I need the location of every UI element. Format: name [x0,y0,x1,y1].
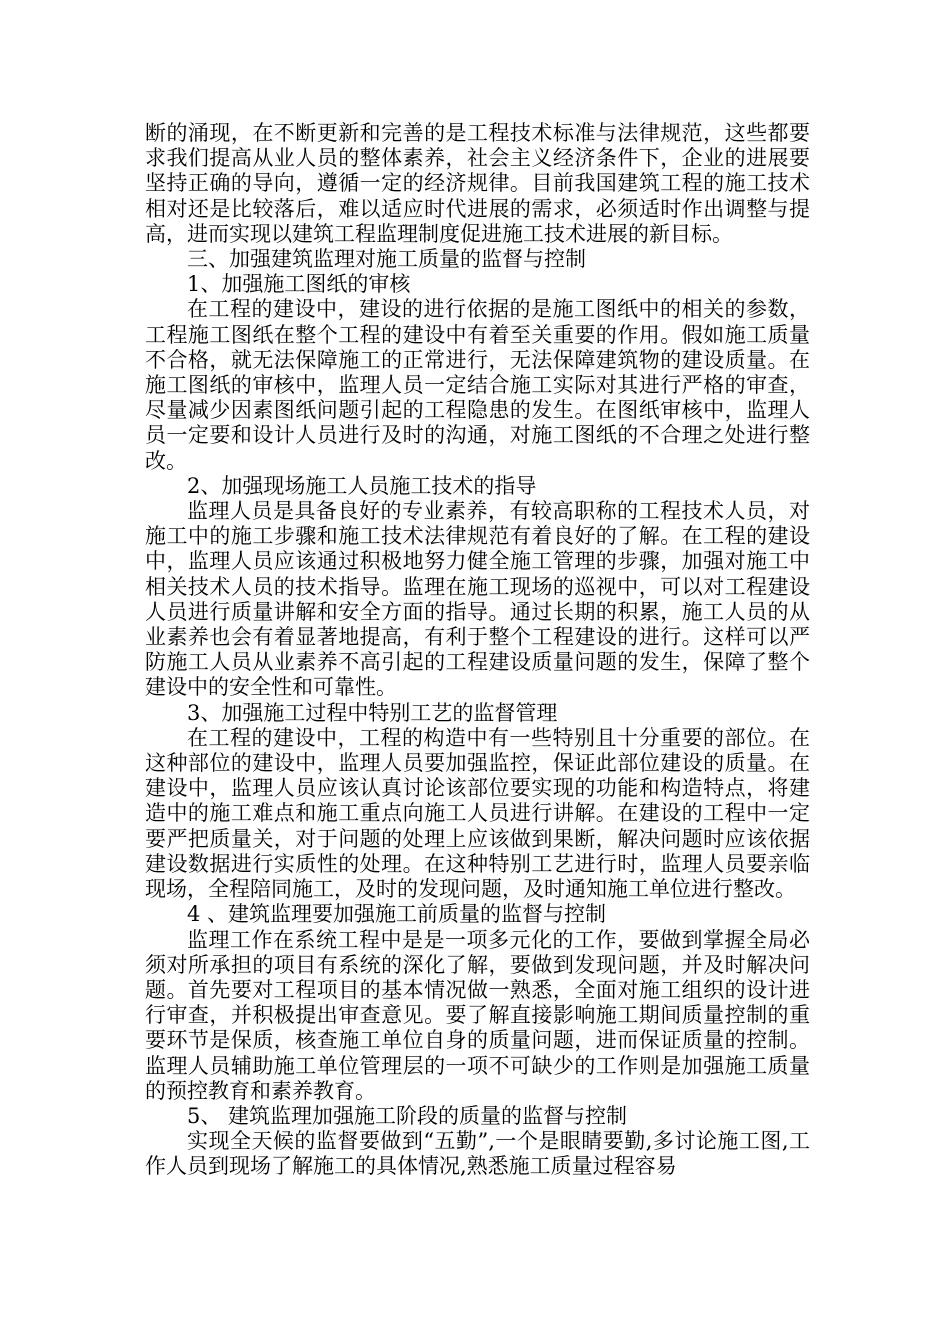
subheading-4: 4 、建筑监理要加强施工前质量的监督与控制 [187,902,607,927]
subheading-2: 2、加强现场施工人员施工技术的指导 [187,473,537,498]
subheading-3: 3、加强施工过程中特别工艺的监督管理 [187,700,558,725]
paragraph-continuation: 断的涌现，在不断更新和完善的是工程技术标准与法律规范，这些都要求我们提高从业人员的整体素养，社会主义经济条件下，企业的进展要坚持正确的导向，遵循一定的经济规律。目前我国建筑工程的施工技术相对还是比较落后，难以适应时代进展的需求，必须适时作出调整与提高，进而实现以建筑工程监理制度促进施工技术进展的新目标。 [145,121,810,246]
section-heading-3: 三、加强建筑监理对施工质量的监督与控制 [187,247,586,272]
paragraph-construction-stage: 实现全天候的监督要做到“五勤”,一个是眼睛要勤,多讨论施工图,工作人员到现场了解施工的具体情况,熟悉施工质量过程容易 [145,1129,810,1179]
subheading-5: 5、 建筑监理加强施工阶段的质量的监督与控制 [187,1103,628,1128]
paragraph-drawing-review: 在工程的建设中，建设的进行依据的是施工图纸中的相关的参数，工程施工图纸在整个工程的建设中有着至关重要的作用。假如施工质量不合格，就无法保障施工的正常进行，无法保障建筑物的建设质量。在施工图纸的审核中，监理人员一定结合施工实际对其进行严格的审查，尽量减少因素图纸问题引起的工程隐患的发生。在图纸审核中，监理人员一定要和设计人员进行及时的沟通，对施工图纸的不合理之处进行整改。 [145,297,810,473]
paragraph-technical-guidance: 监理人员是具备良好的专业素养，有较高职称的工程技术人员，对施工中的施工步骤和施工技术法律规范有着良好的了解。在工程的建设中，监理人员应该通过积极地努力健全施工管理的步骤，加强对施工中相关技术人员的技术指导。监理在施工现场的巡视中，可以对工程建设人员进行质量讲解和安全方面的指导。通过长期的积累，施工人员的从业素养也会有着显著地提高，有利于整个工程建设的进行。这样可以严防施工人员从业素养不高引起的工程建设质量问题的发生，保障了整个建设中的安全性和可靠性。 [145,499,810,700]
paragraph-pre-construction: 监理工作在系统工程中是是一项多元化的工作，要做到掌握全局必须对所承担的项目有系统的深化了解，要做到发现问题，并及时解决问题。首先要对工程项目的基本情况做一熟悉，全面对施工组织的设计进行审查，并积极提出审查意见。要了解直接影响施工期间质量控制的重要环节是保质，核查施工单位自身的质量问题，进而保证质量的控制。监理人员辅助施工单位管理层的一项不可缺少的工作则是加强施工质量的预控教育和素养教育。 [145,927,810,1103]
document-body [145,121,810,1180]
subheading-1: 1、加强施工图纸的审核 [187,272,411,297]
paragraph-special-process: 在工程的建设中，工程的构造中有一些特别且十分重要的部位。在这种部位的建设中，监理人员要加强监控，保证此部位建设的质量。在建设中，监理人员应该认真讨论该部位要实现的功能和构造特点，将建造中的施工难点和施工重点向施工人员进行讲解。在建设的工程中一定要严把质量关，对于问题的处理上应该做到果断，解决问题时应该依据建设数据进行实质性的处理。在这种特别工艺进行时，监理人员要亲临现场，全程陪同施工，及时的发现问题，及时通知施工单位进行整改。 [145,725,810,902]
